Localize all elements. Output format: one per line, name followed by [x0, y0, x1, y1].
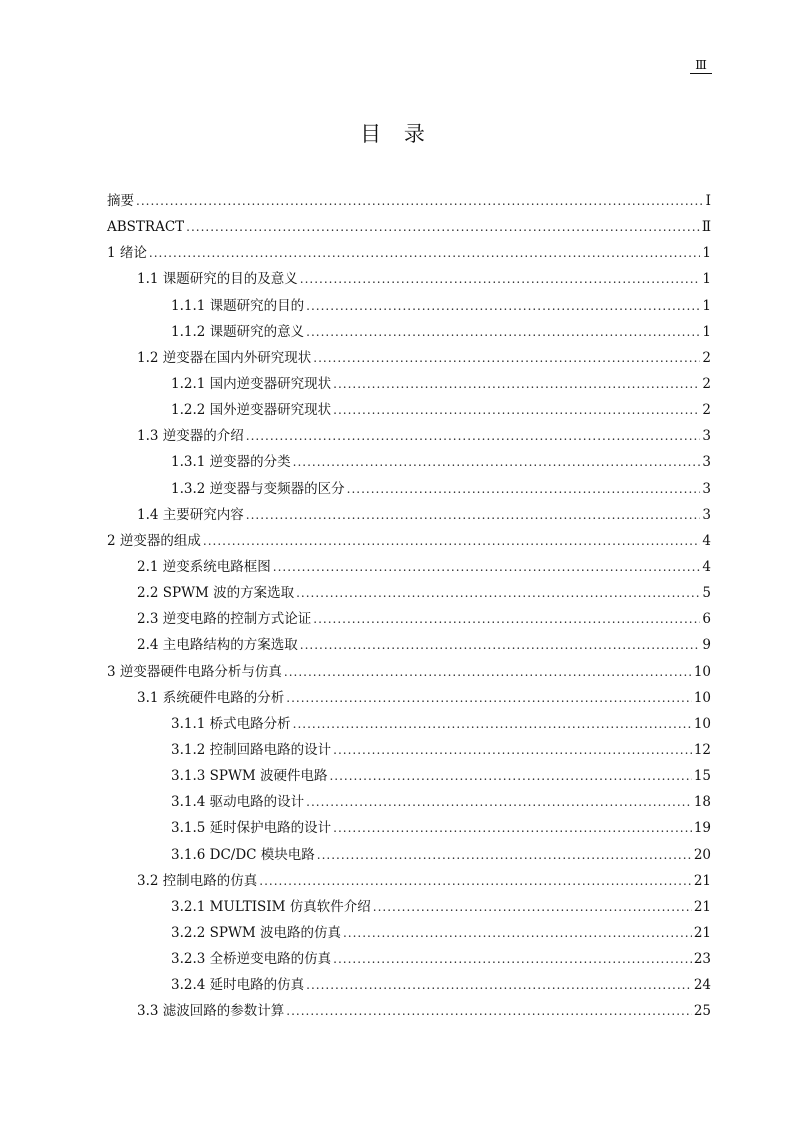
toc-leader-dots [273, 554, 701, 580]
toc-entry-page: 6 [702, 611, 711, 628]
toc-entry-page: Ⅱ [701, 219, 711, 236]
toc-entry-label: 1.2.1 国内逆变器研究现状 [171, 375, 332, 392]
toc-entry[interactable] [107, 868, 711, 894]
toc-entry-label: 3.1.6 DC/DC 模块电路 [171, 846, 315, 863]
toc-leader-dots [296, 580, 700, 606]
toc-leader-dots [306, 319, 700, 345]
toc-leader-dots [313, 345, 700, 371]
toc-leader-dots [306, 972, 692, 998]
toc-entry-label: 3.2.1 MULTISIM 仿真软件介绍 [171, 898, 371, 915]
toc-entry-page: 10 [693, 715, 711, 732]
toc-entry[interactable] [107, 763, 711, 789]
toc-entry[interactable] [107, 449, 711, 475]
toc-leader-dots [136, 188, 704, 214]
toc-leader-dots [347, 476, 701, 502]
toc-leader-dots [286, 998, 692, 1024]
toc-leader-dots [333, 737, 692, 763]
toc-entry[interactable] [107, 920, 711, 946]
toc-entry-label: ABSTRACT [107, 219, 185, 236]
toc-entry-label: 摘要 [107, 193, 134, 209]
toc-entry[interactable] [107, 946, 711, 972]
toc-entry-page: 12 [693, 741, 711, 758]
toc-leader-dots [300, 266, 701, 292]
page-title: 目 录 [360, 122, 433, 146]
toc-entry-page: 15 [693, 768, 711, 785]
toc-entry-page: 21 [693, 898, 711, 915]
toc-entry-page: 4 [702, 558, 711, 575]
toc-entry-label: 1 绪论 [107, 245, 147, 262]
toc-entry[interactable] [107, 972, 711, 998]
toc-entry-label: 3.1.4 驱动电路的设计 [171, 794, 305, 811]
toc-entry[interactable] [107, 554, 711, 580]
toc-leader-dots [286, 685, 692, 711]
toc-leader-dots [333, 815, 692, 841]
toc-entry[interactable] [107, 632, 711, 658]
toc-leader-dots [300, 632, 701, 658]
toc-entry[interactable] [107, 476, 711, 502]
toc-entry-label: 3.3 滤波回路的参数计算 [137, 1003, 285, 1020]
toc-leader-dots [317, 842, 692, 868]
toc-entry[interactable] [107, 894, 711, 920]
toc-entry[interactable] [107, 319, 711, 345]
toc-entry-label: 1.2 逆变器在国内外研究现状 [137, 349, 312, 366]
toc-entry[interactable] [107, 345, 711, 371]
toc-entry-page: 21 [693, 924, 711, 941]
toc-leader-dots [313, 606, 700, 632]
toc-entry[interactable] [107, 815, 711, 841]
toc-entry-page: 24 [693, 977, 711, 994]
toc-entry-page: 3 [702, 454, 711, 471]
toc-entry-label: 1.3 逆变器的介绍 [137, 428, 244, 445]
toc-entry-page: 19 [693, 820, 711, 837]
toc-entry[interactable] [107, 214, 711, 240]
toc-leader-dots [203, 528, 701, 554]
toc-entry-page: 25 [693, 1003, 711, 1020]
toc-entry-label: 1.1.1 课题研究的目的 [171, 297, 305, 314]
toc-leader-dots [306, 789, 692, 815]
toc-entry-label: 1.4 主要研究内容 [137, 506, 244, 523]
toc-leader-dots [373, 894, 692, 920]
toc-entry[interactable] [107, 188, 711, 214]
toc-entry-page: 2 [702, 349, 711, 366]
toc-entry-page: 3 [702, 480, 711, 497]
toc-entry-label: 1.3.1 逆变器的分类 [171, 454, 291, 471]
toc-leader-dots [293, 711, 692, 737]
toc-leader-dots [246, 423, 701, 449]
toc-entry-label: 1.1.2 课题研究的意义 [171, 323, 305, 340]
toc-entry-label: 3.2.3 全桥逆变电路的仿真 [171, 951, 332, 968]
toc-entry-page: 20 [693, 846, 711, 863]
toc-entry-label: 3.1.3 SPWM 波硬件电路 [171, 768, 328, 785]
toc-entry-label: 2.1 逆变系统电路框图 [137, 558, 271, 575]
toc-entry-page: 10 [693, 663, 711, 680]
toc-entry[interactable] [107, 580, 711, 606]
toc-entry-page: Ⅰ [705, 193, 711, 209]
toc-leader-dots [259, 868, 692, 894]
toc-entry-label: 3.1.1 桥式电路分析 [171, 715, 291, 732]
toc-entry-label: 1.1 课题研究的目的及意义 [137, 271, 298, 288]
page-number: Ⅲ [690, 57, 712, 74]
toc-entry-label: 2.4 主电路结构的方案选取 [137, 637, 298, 654]
toc-entry-label: 1.2.2 国外逆变器研究现状 [171, 402, 332, 419]
toc-leader-dots [246, 502, 701, 528]
toc-entry[interactable] [107, 266, 711, 292]
toc-leader-dots [284, 659, 692, 685]
toc-entry-page: 23 [693, 951, 711, 968]
toc-entry-page: 3 [702, 506, 711, 523]
toc-entry[interactable] [107, 502, 711, 528]
toc-entry-page: 1 [702, 297, 711, 314]
table-of-contents [107, 188, 711, 1025]
toc-entry[interactable] [107, 737, 711, 763]
toc-entry-page: 18 [693, 794, 711, 811]
toc-entry-page: 2 [702, 375, 711, 392]
toc-entry-page: 3 [702, 428, 711, 445]
toc-leader-dots [149, 240, 701, 266]
toc-entry-label: 3 逆变器硬件电路分析与仿真 [107, 663, 282, 680]
toc-entry[interactable] [107, 685, 711, 711]
toc-entry[interactable] [107, 842, 711, 868]
toc-entry[interactable] [107, 789, 711, 815]
toc-entry[interactable] [107, 397, 711, 423]
toc-entry-label: 2 逆变器的组成 [107, 532, 201, 549]
toc-entry-label: 3.1 系统硬件电路的分析 [137, 689, 285, 706]
toc-entry-page: 5 [702, 585, 711, 602]
toc-entry-page: 2 [702, 402, 711, 419]
toc-entry[interactable] [107, 240, 711, 266]
toc-entry-page: 10 [693, 689, 711, 706]
toc-entry[interactable] [107, 606, 711, 632]
toc-leader-dots [293, 449, 701, 475]
toc-entry[interactable] [107, 423, 711, 449]
toc-entry[interactable] [107, 528, 711, 554]
toc-entry-page: 4 [702, 532, 711, 549]
toc-entry[interactable] [107, 711, 711, 737]
toc-entry-label: 3.2.4 延时电路的仿真 [171, 977, 305, 994]
toc-leader-dots [186, 214, 700, 240]
toc-leader-dots [333, 371, 700, 397]
toc-entry-label: 3.2.2 SPWM 波电路的仿真 [171, 924, 341, 941]
toc-leader-dots [333, 397, 700, 423]
toc-entry-label: 1.3.2 逆变器与变频器的区分 [171, 480, 345, 497]
toc-entry-page: 1 [702, 271, 711, 288]
toc-entry[interactable] [107, 293, 711, 319]
toc-entry-label: 3.2 控制电路的仿真 [137, 872, 258, 889]
toc-entry-page: 9 [702, 637, 711, 654]
toc-entry-label: 3.1.5 延时保护电路的设计 [171, 820, 332, 837]
toc-leader-dots [329, 763, 691, 789]
toc-entry-page: 1 [702, 323, 711, 340]
toc-entry[interactable] [107, 659, 711, 685]
toc-entry-page: 21 [693, 872, 711, 889]
toc-entry-label: 3.1.2 控制回路电路的设计 [171, 741, 332, 758]
toc-entry-label: 2.3 逆变电路的控制方式论证 [137, 611, 312, 628]
toc-leader-dots [343, 920, 692, 946]
toc-entry-label: 2.2 SPWM 波的方案选取 [137, 585, 295, 602]
toc-leader-dots [306, 293, 700, 319]
toc-entry[interactable] [107, 371, 711, 397]
toc-leader-dots [333, 946, 692, 972]
toc-entry-page: 1 [702, 245, 711, 262]
toc-entry[interactable] [107, 998, 711, 1024]
